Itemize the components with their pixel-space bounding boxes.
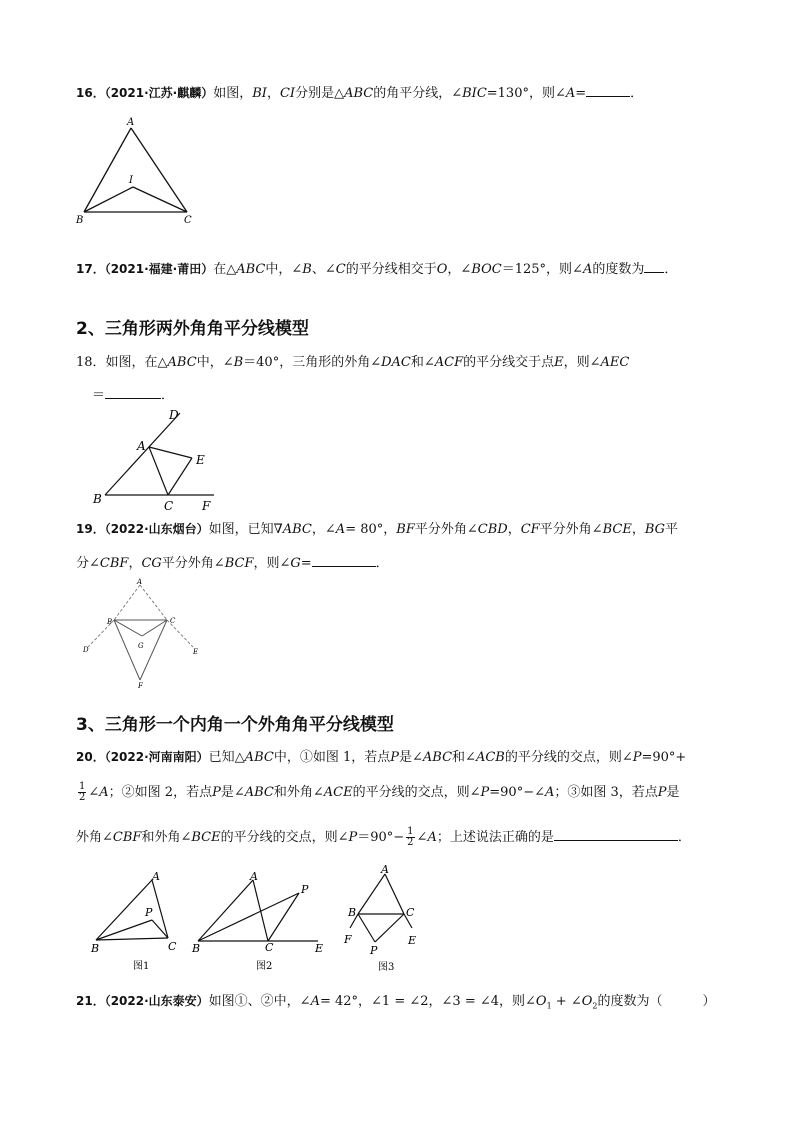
q17-text: 中，∠ [265, 262, 303, 277]
label-B: B [348, 906, 357, 919]
label-A: A [250, 870, 258, 883]
q17-text: 的平分线相交于 [345, 262, 437, 277]
label-A: A [127, 117, 135, 128]
section-heading-2: 2、三角形两外角角平分线模型 [76, 319, 309, 339]
label-P: P [301, 883, 309, 896]
figure-q20-fig3 [340, 862, 430, 977]
denominator: 2 [79, 792, 86, 803]
q18-end: ． [161, 388, 175, 403]
question-source: ．（2022·河南南阳） [92, 750, 209, 764]
q19-text: 如图，已知∇ [208, 522, 283, 537]
q18-e: E [554, 355, 564, 370]
question-18 [76, 354, 629, 372]
q20-text: ∠ [416, 830, 428, 845]
label-F: F [344, 933, 352, 946]
question-number: 20 [76, 750, 93, 764]
caption-fig3: 图3 [378, 962, 395, 973]
question-21 [76, 992, 716, 1016]
question-20-line2 [76, 782, 680, 803]
label-C: C [406, 906, 415, 919]
q16-ci: CI [279, 86, 296, 101]
q21-text: 的度数为（ [597, 994, 663, 1009]
label-C: C [184, 215, 192, 226]
q19-text: ，∠ [311, 522, 336, 537]
q19-text: 分∠ [76, 556, 100, 571]
q19-text: 平分外角∠ [539, 522, 603, 537]
answer-blank[interactable] [312, 552, 376, 567]
q20-triangle: △ABC [234, 750, 274, 765]
label-P: P [145, 906, 153, 919]
q17-end: ． [664, 262, 678, 277]
q20-p: P [348, 830, 358, 845]
q20-a: A [99, 785, 109, 800]
q19-text: 平分外角∠ [414, 522, 478, 537]
q20-ace: ACE [323, 785, 353, 800]
label-A: A [152, 870, 160, 883]
question-number: 16 [76, 86, 93, 100]
q16-text: 如图， [213, 86, 253, 101]
q20-cbf: CBF [112, 830, 142, 845]
question-20-line3 [76, 826, 691, 848]
label-B: B [107, 618, 113, 626]
label-C: C [265, 941, 274, 954]
label-A: A [137, 578, 143, 586]
q20-p: P [657, 785, 667, 800]
q19-end: ． [375, 556, 389, 571]
q18-acf: ACF [434, 355, 464, 370]
q20-text: 已知 [208, 750, 235, 765]
q17-boc: BOC [471, 262, 502, 277]
q18-text: ．如图，在△ [92, 355, 168, 370]
q20-text: 是∠ [220, 785, 245, 800]
q21-text: 如图①、②中，∠ [208, 994, 311, 1009]
q20-bce: BCE [191, 830, 221, 845]
answer-blank[interactable] [105, 384, 161, 399]
label-E: E [193, 648, 199, 656]
label-P: P [370, 944, 378, 957]
label-D: D [169, 408, 179, 422]
q18-text: 的平分线交于点 [463, 355, 555, 370]
answer-blank[interactable] [644, 258, 664, 273]
q20-end: ． [677, 830, 691, 845]
label-A: A [137, 439, 146, 453]
q19-bf: BF [396, 522, 415, 537]
q16-bi: BI [252, 86, 267, 101]
label-E: E [196, 453, 205, 467]
q17-c: C [335, 262, 346, 277]
label-C: C [168, 940, 177, 953]
q18-abc: ABC [167, 355, 197, 370]
q19-bg: BG [644, 522, 666, 537]
label-I: I [129, 175, 133, 186]
q20-text: 中，①如图 1，若点 [273, 750, 391, 765]
fraction-one-half [406, 827, 414, 848]
q16-angle: ∠BIC [451, 86, 487, 101]
question-source: ．（2021·福建·莆田） [92, 262, 214, 276]
q19-text: 平分外角∠ [161, 556, 225, 571]
q21-plus: + ∠ [551, 994, 582, 1009]
question-source: ．（2021·江苏·麒麟） [92, 86, 214, 100]
q20-text: =90°−∠ [489, 785, 545, 800]
q20-abc: ABC [244, 785, 274, 800]
q18-aec: AEC [600, 355, 630, 370]
q20-text: 的平分线的交点，则∠ [352, 785, 481, 800]
q19-text: = [300, 556, 312, 571]
q21-text: = 42°，∠1 = ∠2，∠3 = ∠4，则∠ [319, 994, 536, 1009]
q19-text: ， [631, 522, 645, 537]
q20-text: ；③如图 3，若点 [554, 785, 658, 800]
q17-text: 、∠ [311, 262, 336, 277]
label-B: B [93, 492, 102, 506]
q19-text: ，则∠ [253, 556, 291, 571]
q20-text: 外角∠ [76, 830, 113, 845]
q18-dac: DAC [381, 355, 411, 370]
q19-cbd: CBD [477, 522, 508, 537]
question-18-line2 [92, 384, 174, 405]
q20-text: 的平分线的交点，则∠ [220, 830, 349, 845]
numerator: 1 [407, 826, 414, 837]
q16-end: ． [630, 86, 644, 101]
question-source: ．（2022·山东泰安） [92, 994, 209, 1008]
label-D: D [83, 646, 89, 654]
label-G: G [138, 642, 144, 650]
q19-a: A [335, 522, 346, 537]
label-E: E [408, 934, 417, 947]
fraction-one-half [78, 782, 86, 803]
q19-text: ， [507, 522, 521, 537]
q17-text: ＝125°，则∠ [501, 262, 583, 277]
q19-cbf: CBF [99, 556, 129, 571]
answer-blank[interactable] [554, 826, 678, 841]
q21-a: A [310, 994, 320, 1009]
q18-eq: ＝ [92, 388, 106, 403]
q19-text: 平 [665, 522, 679, 537]
q20-text: 是∠ [398, 750, 423, 765]
q21-o1: O [535, 994, 547, 1009]
q19-g: G [290, 556, 301, 571]
q20-text: ；②如图 2，若点 [108, 785, 213, 800]
q20-text: 是 [666, 785, 680, 800]
q20-acb: ACB [475, 750, 505, 765]
q20-text: ∠ [88, 785, 100, 800]
q17-o: O [436, 262, 448, 277]
q16-sep: ， [266, 86, 280, 101]
q17-text: 的度数为 [592, 262, 645, 277]
question-16 [76, 82, 643, 103]
question-source: ．（2022·山东烟台） [92, 522, 209, 536]
q18-text: 中，∠ [196, 355, 234, 370]
q18-text: ＝40°，三角形的外角∠ [243, 355, 382, 370]
question-number: 17 [76, 262, 93, 276]
q16-eq: = [575, 86, 587, 101]
q20-p: P [390, 750, 399, 765]
label-C: C [164, 499, 174, 513]
q19-text: = 80°， [345, 522, 397, 537]
q21-end: ） [702, 994, 716, 1009]
q19-text: ， [128, 556, 142, 571]
figure-q16-triangle [70, 115, 210, 230]
q18-b: B [233, 355, 244, 370]
q16-text: 的角平分线， [373, 86, 452, 101]
q19-cf: CF [520, 522, 540, 537]
q20-text: ＝90°− [357, 830, 405, 845]
q16-value: =130°，则∠ [486, 86, 566, 101]
q21-o2: O [581, 994, 593, 1009]
question-17 [76, 258, 677, 279]
denominator: 2 [407, 837, 414, 848]
q20-text: 和外角∠ [273, 785, 324, 800]
q21-sub1: 1 [546, 1001, 552, 1011]
figure-q20-fig1 [88, 868, 188, 978]
q20-text: =90°+ [641, 750, 687, 765]
q16-triangle: △ABC [334, 86, 374, 101]
question-19-line2 [76, 552, 389, 573]
q20-p: P [632, 750, 642, 765]
numerator: 1 [79, 781, 86, 792]
question-19 [76, 520, 678, 539]
figure-q19 [80, 578, 210, 692]
question-number: 18 [76, 355, 93, 370]
label-B: B [76, 215, 84, 226]
q20-p: P [480, 785, 490, 800]
q20-text: 和∠ [452, 750, 476, 765]
q20-abc: ABC [422, 750, 453, 765]
q20-p: P [212, 785, 221, 800]
question-20 [76, 748, 686, 767]
question-number: 21 [76, 994, 93, 1008]
q20-text: 和外角∠ [141, 830, 192, 845]
q16-text: 分别是 [295, 86, 335, 101]
label-E: E [315, 942, 324, 955]
label-A: A [381, 863, 389, 876]
section-heading-3: 3、三角形一个内角一个外角角平分线模型 [76, 715, 394, 735]
caption-fig1: 图1 [133, 961, 150, 972]
q19-abc: ABC [282, 522, 312, 537]
q20-a: A [427, 830, 437, 845]
q19-bcf: BCF [224, 556, 254, 571]
q16-a: A [565, 86, 576, 101]
q18-text: 和∠ [410, 355, 435, 370]
question-number: 19 [76, 522, 93, 536]
label-F: F [202, 499, 211, 513]
caption-fig2: 图2 [256, 961, 273, 972]
label-B: B [91, 942, 100, 955]
answer-blank[interactable] [586, 82, 630, 97]
q21-sub2: 2 [592, 1001, 598, 1011]
figure-q18 [88, 405, 228, 515]
q20-text: ；上述说法正确的是 [436, 830, 554, 845]
q20-a: A [545, 785, 555, 800]
figure-q20-fig2 [188, 868, 338, 978]
label-C: C [170, 617, 176, 625]
q17-a: A [582, 262, 593, 277]
label-B: B [192, 942, 201, 955]
q17-text: 在 [213, 262, 227, 277]
q17-triangle: △ABC [226, 262, 266, 277]
q17-text: ，∠ [447, 262, 472, 277]
q19-bce: BCE [602, 522, 632, 537]
label-F: F [138, 682, 143, 690]
q18-text: ，则∠ [563, 355, 601, 370]
q20-text: 的平分线的交点，则∠ [504, 750, 633, 765]
q17-b: B [302, 262, 312, 277]
q19-cg: CG [141, 556, 162, 571]
